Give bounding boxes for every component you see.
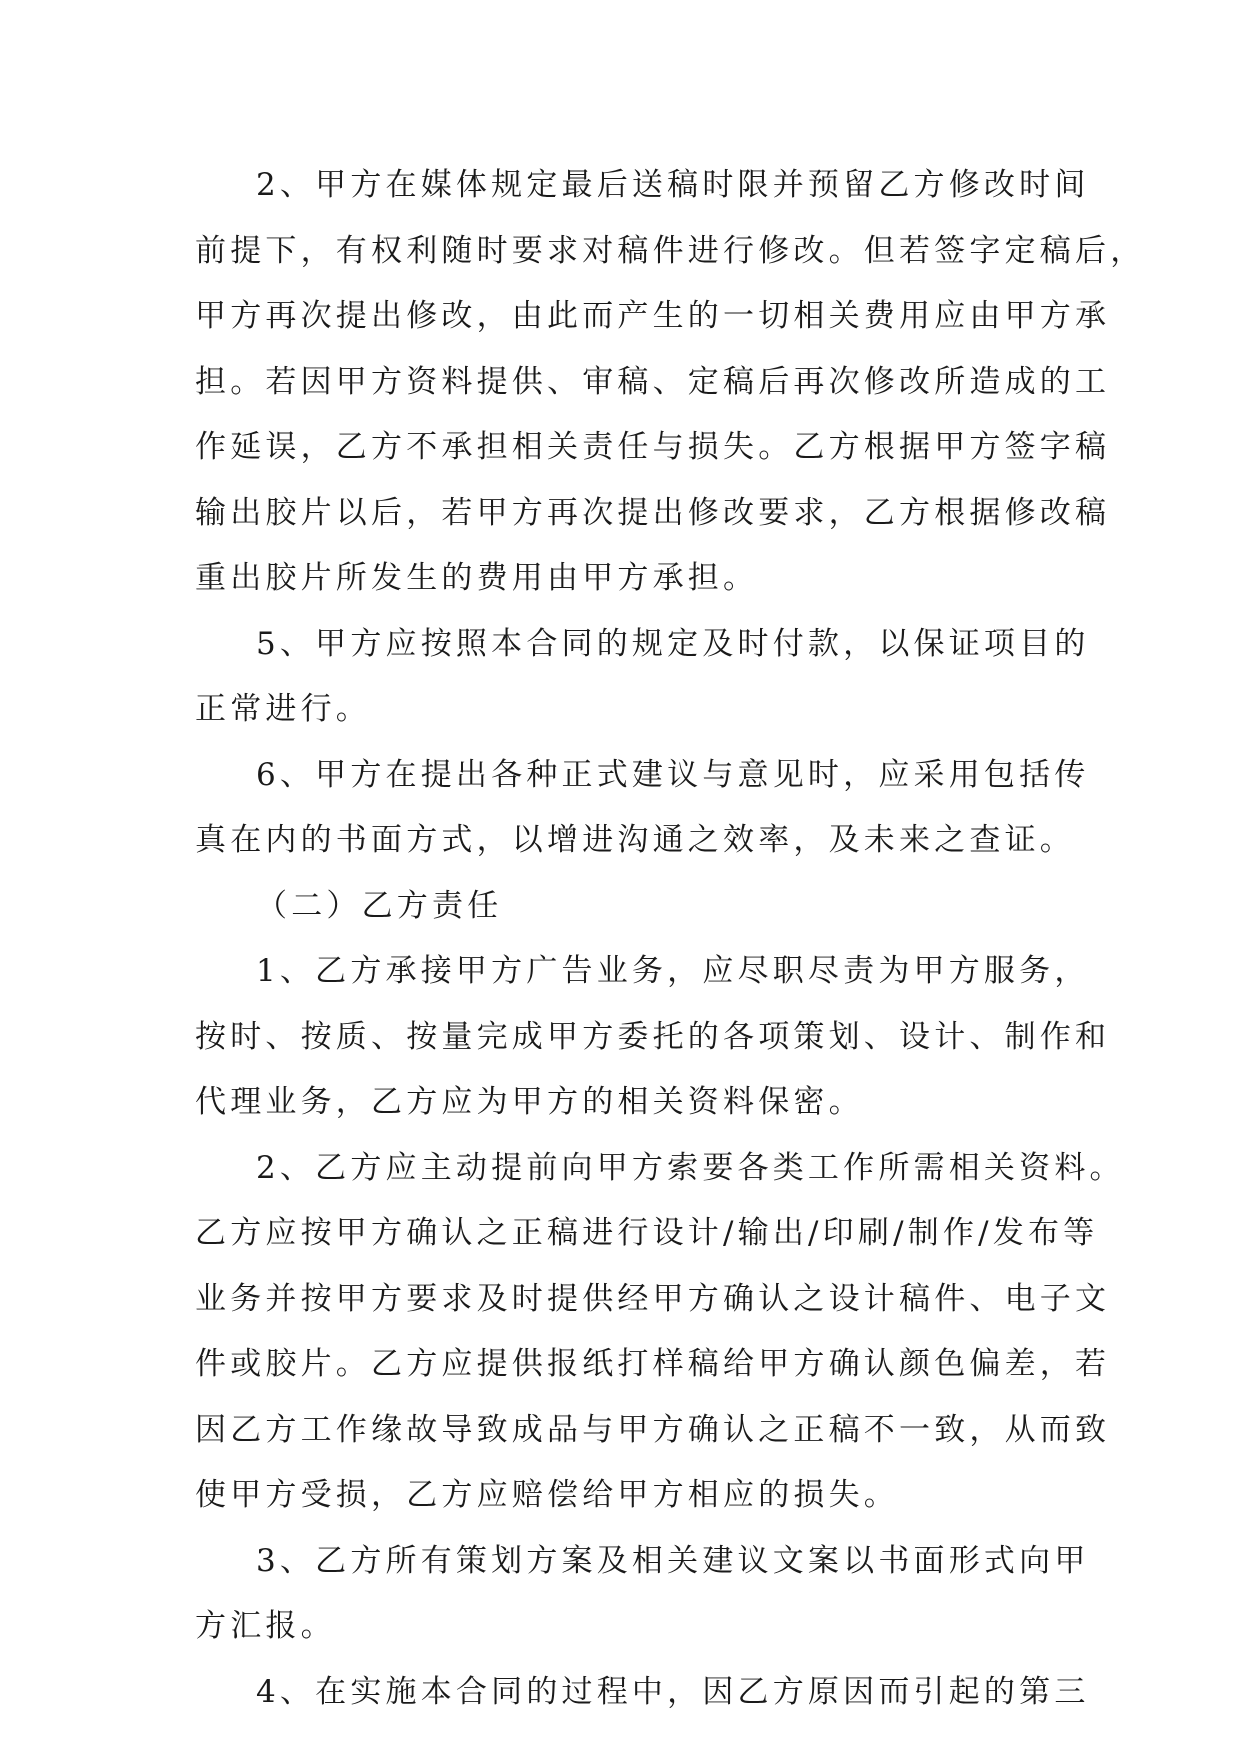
b-para-2-line-2: 乙方应按甲方确认之正稿进行设计/输出/印刷/制作/发布等 xyxy=(195,1215,1099,1251)
para-5-line-1: 5、甲方应按照本合同的规定及时付款，以保证项目的 xyxy=(256,625,1090,662)
para-2-line-7: 重出胶片所发生的费用由甲方承担。 xyxy=(195,560,759,596)
para-2-line-3: 甲方再次提出修改，由此而产生的一切相关费用应由甲方承 xyxy=(195,298,1111,334)
b-para-1-line-1: 1、乙方承接甲方广告业务，应尽职尽责为甲方服务， xyxy=(256,953,1090,989)
b-para-2-line-1: 2、乙方应主动提前向甲方索要各类工作所需相关资料。 xyxy=(256,1149,1125,1186)
b-para-2-line-4: 件或胶片。乙方应提供报纸打样稿给甲方确认颜色偏差，若 xyxy=(195,1346,1111,1382)
para-6-line-1: 6、甲方在提出各种正式建议与意见时，应采用包括传 xyxy=(256,756,1090,793)
b-para-3-line-2: 方汇报。 xyxy=(195,1608,336,1644)
para-2-line-6: 输出胶片以后，若甲方再次提出修改要求，乙方根据修改稿 xyxy=(195,494,1111,531)
para-5-line-2: 正常进行。 xyxy=(195,691,371,727)
b-para-1-line-2: 按时、按质、按量完成甲方委托的各项策划、设计、制作和 xyxy=(195,1018,1111,1055)
b-para-2-line-5: 因乙方工作缘故导致成品与甲方确认之正稿不一致，从而致 xyxy=(195,1411,1111,1448)
b-para-2-line-3: 业务并按甲方要求及时提供经甲方确认之设计稿件、电子文 xyxy=(195,1280,1111,1317)
b-para-3-line-1: 3、乙方所有策划方案及相关建议文案以书面形式向甲 xyxy=(256,1542,1090,1579)
b-para-4-line-1: 4、在实施本合同的过程中，因乙方原因而引起的第三 xyxy=(256,1673,1090,1710)
para-2-line-4: 担。若因甲方资料提供、审稿、定稿后再次修改所造成的工 xyxy=(195,363,1111,400)
para-2-line-5: 作延误，乙方不承担相关责任与损失。乙方根据甲方签字稿 xyxy=(195,429,1111,465)
b-para-2-line-6: 使甲方受损，乙方应赔偿给甲方相应的损失。 xyxy=(195,1477,899,1513)
para-2-line-1: 2、甲方在媒体规定最后送稿时限并预留乙方修改时间 xyxy=(256,167,1090,203)
para-2-line-2: 前提下，有权利随时要求对稿件进行修改。但若签字定稿后， xyxy=(195,232,1146,269)
section-heading: （二）乙方责任 xyxy=(256,887,503,924)
para-6-line-2: 真在内的书面方式，以增进沟通之效率，及未来之查证。 xyxy=(195,822,1075,858)
b-para-1-line-3: 代理业务，乙方应为甲方的相关资料保密。 xyxy=(195,1084,864,1120)
